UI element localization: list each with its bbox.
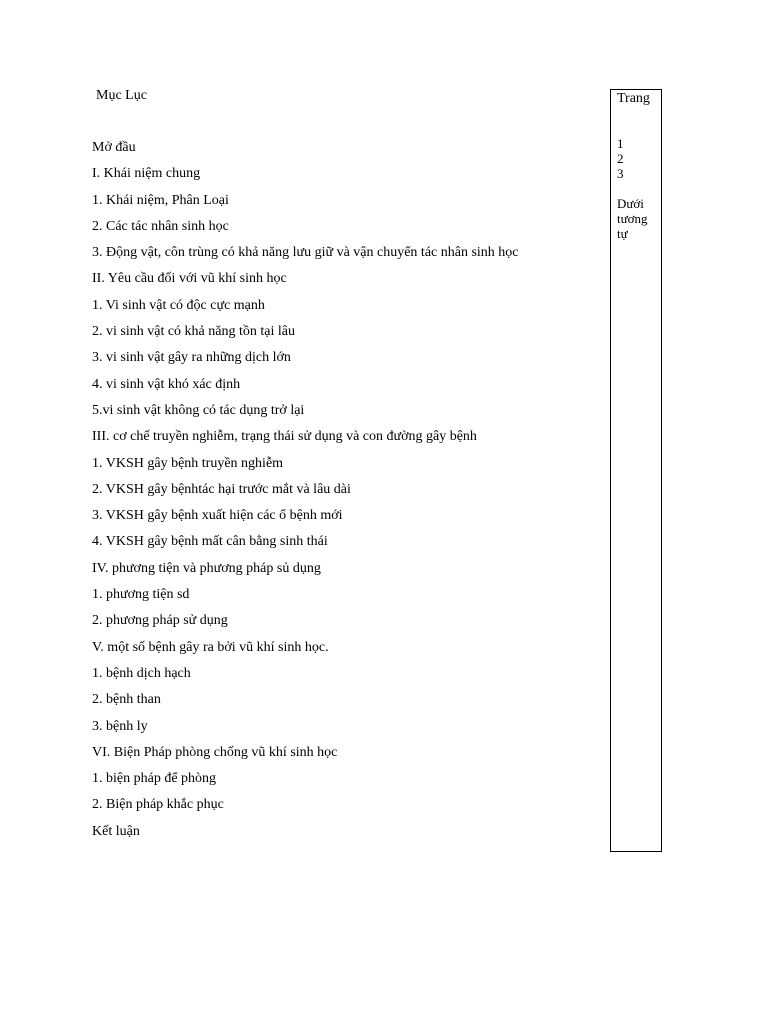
page-column-note: Dưới tương tự xyxy=(617,196,648,241)
toc-entry: VI. Biện Pháp phòng chống vũ khí sinh học xyxy=(92,744,338,760)
toc-entry: II. Yêu cầu đối với vũ khí sinh học xyxy=(92,271,287,287)
toc-entry: V. một số bệnh gây ra bởi vũ khí sinh học. xyxy=(92,639,329,655)
page-number: 2 xyxy=(617,151,624,166)
toc-entry: 1. Vi sinh vật có độc cực mạnh xyxy=(92,297,265,313)
page-column-header: Trang xyxy=(617,91,650,106)
toc-entry: 1. bệnh dịch hạch xyxy=(92,665,191,681)
toc-entry: 3. vi sinh vật gây ra những dịch lớn xyxy=(92,350,291,366)
toc-entry: 2. bệnh than xyxy=(92,692,161,708)
toc-entry: 1. Khái niệm, Phân Loại xyxy=(92,192,229,208)
toc-entry: 5.vi sinh vật không có tác dụng trở lại xyxy=(92,402,305,418)
page-number-list xyxy=(617,136,661,181)
page-number: 3 xyxy=(617,166,624,181)
page-number-column xyxy=(610,89,662,852)
toc-entry: 1. phương tiện sd xyxy=(92,587,190,603)
toc-entry: 4. vi sinh vật khó xác định xyxy=(92,376,241,392)
toc-list xyxy=(92,139,519,849)
page-number: 1 xyxy=(617,136,624,151)
toc-entry: 2. vi sinh vật có khả năng tồn tại lâu xyxy=(92,324,295,340)
toc-entry: 2. phương pháp sử dụng xyxy=(92,613,228,629)
toc-entry: Kết luận xyxy=(92,823,140,839)
toc-entry: 2. Biện pháp khắc phục xyxy=(92,797,224,813)
page-title: Mục Lục xyxy=(96,88,147,103)
toc-entry: 1. biện pháp để phòng xyxy=(92,771,217,787)
toc-entry: III. cơ chế truyền nghiễm, trạng thái sử dụng và con đường gây bệnh xyxy=(92,429,477,445)
toc-entry: 1. VKSH gây bệnh truyền nghiễm xyxy=(92,455,284,471)
toc-entry: 2. Các tác nhân sinh học xyxy=(92,218,229,234)
toc-entry: 3. bệnh ly xyxy=(92,718,148,734)
toc-entry: I. Khái niệm chung xyxy=(92,166,201,182)
toc-entry: 3. VKSH gây bệnh xuất hiện các ổ bệnh mới xyxy=(92,508,343,524)
toc-entry: IV. phương tiện và phương pháp sủ dụng xyxy=(92,560,321,576)
toc-entry: 4. VKSH gây bệnh mất cân bằng sinh thái xyxy=(92,534,328,550)
toc-entry: 3. Động vật, côn trùng có khả năng lưu giữ và vận chuyển tác nhân sinh học xyxy=(92,245,519,261)
toc-entry: 2. VKSH gây bệnhtác hại trước mắt và lâu dài xyxy=(92,481,351,497)
toc-entry: Mở đầu xyxy=(92,140,136,155)
